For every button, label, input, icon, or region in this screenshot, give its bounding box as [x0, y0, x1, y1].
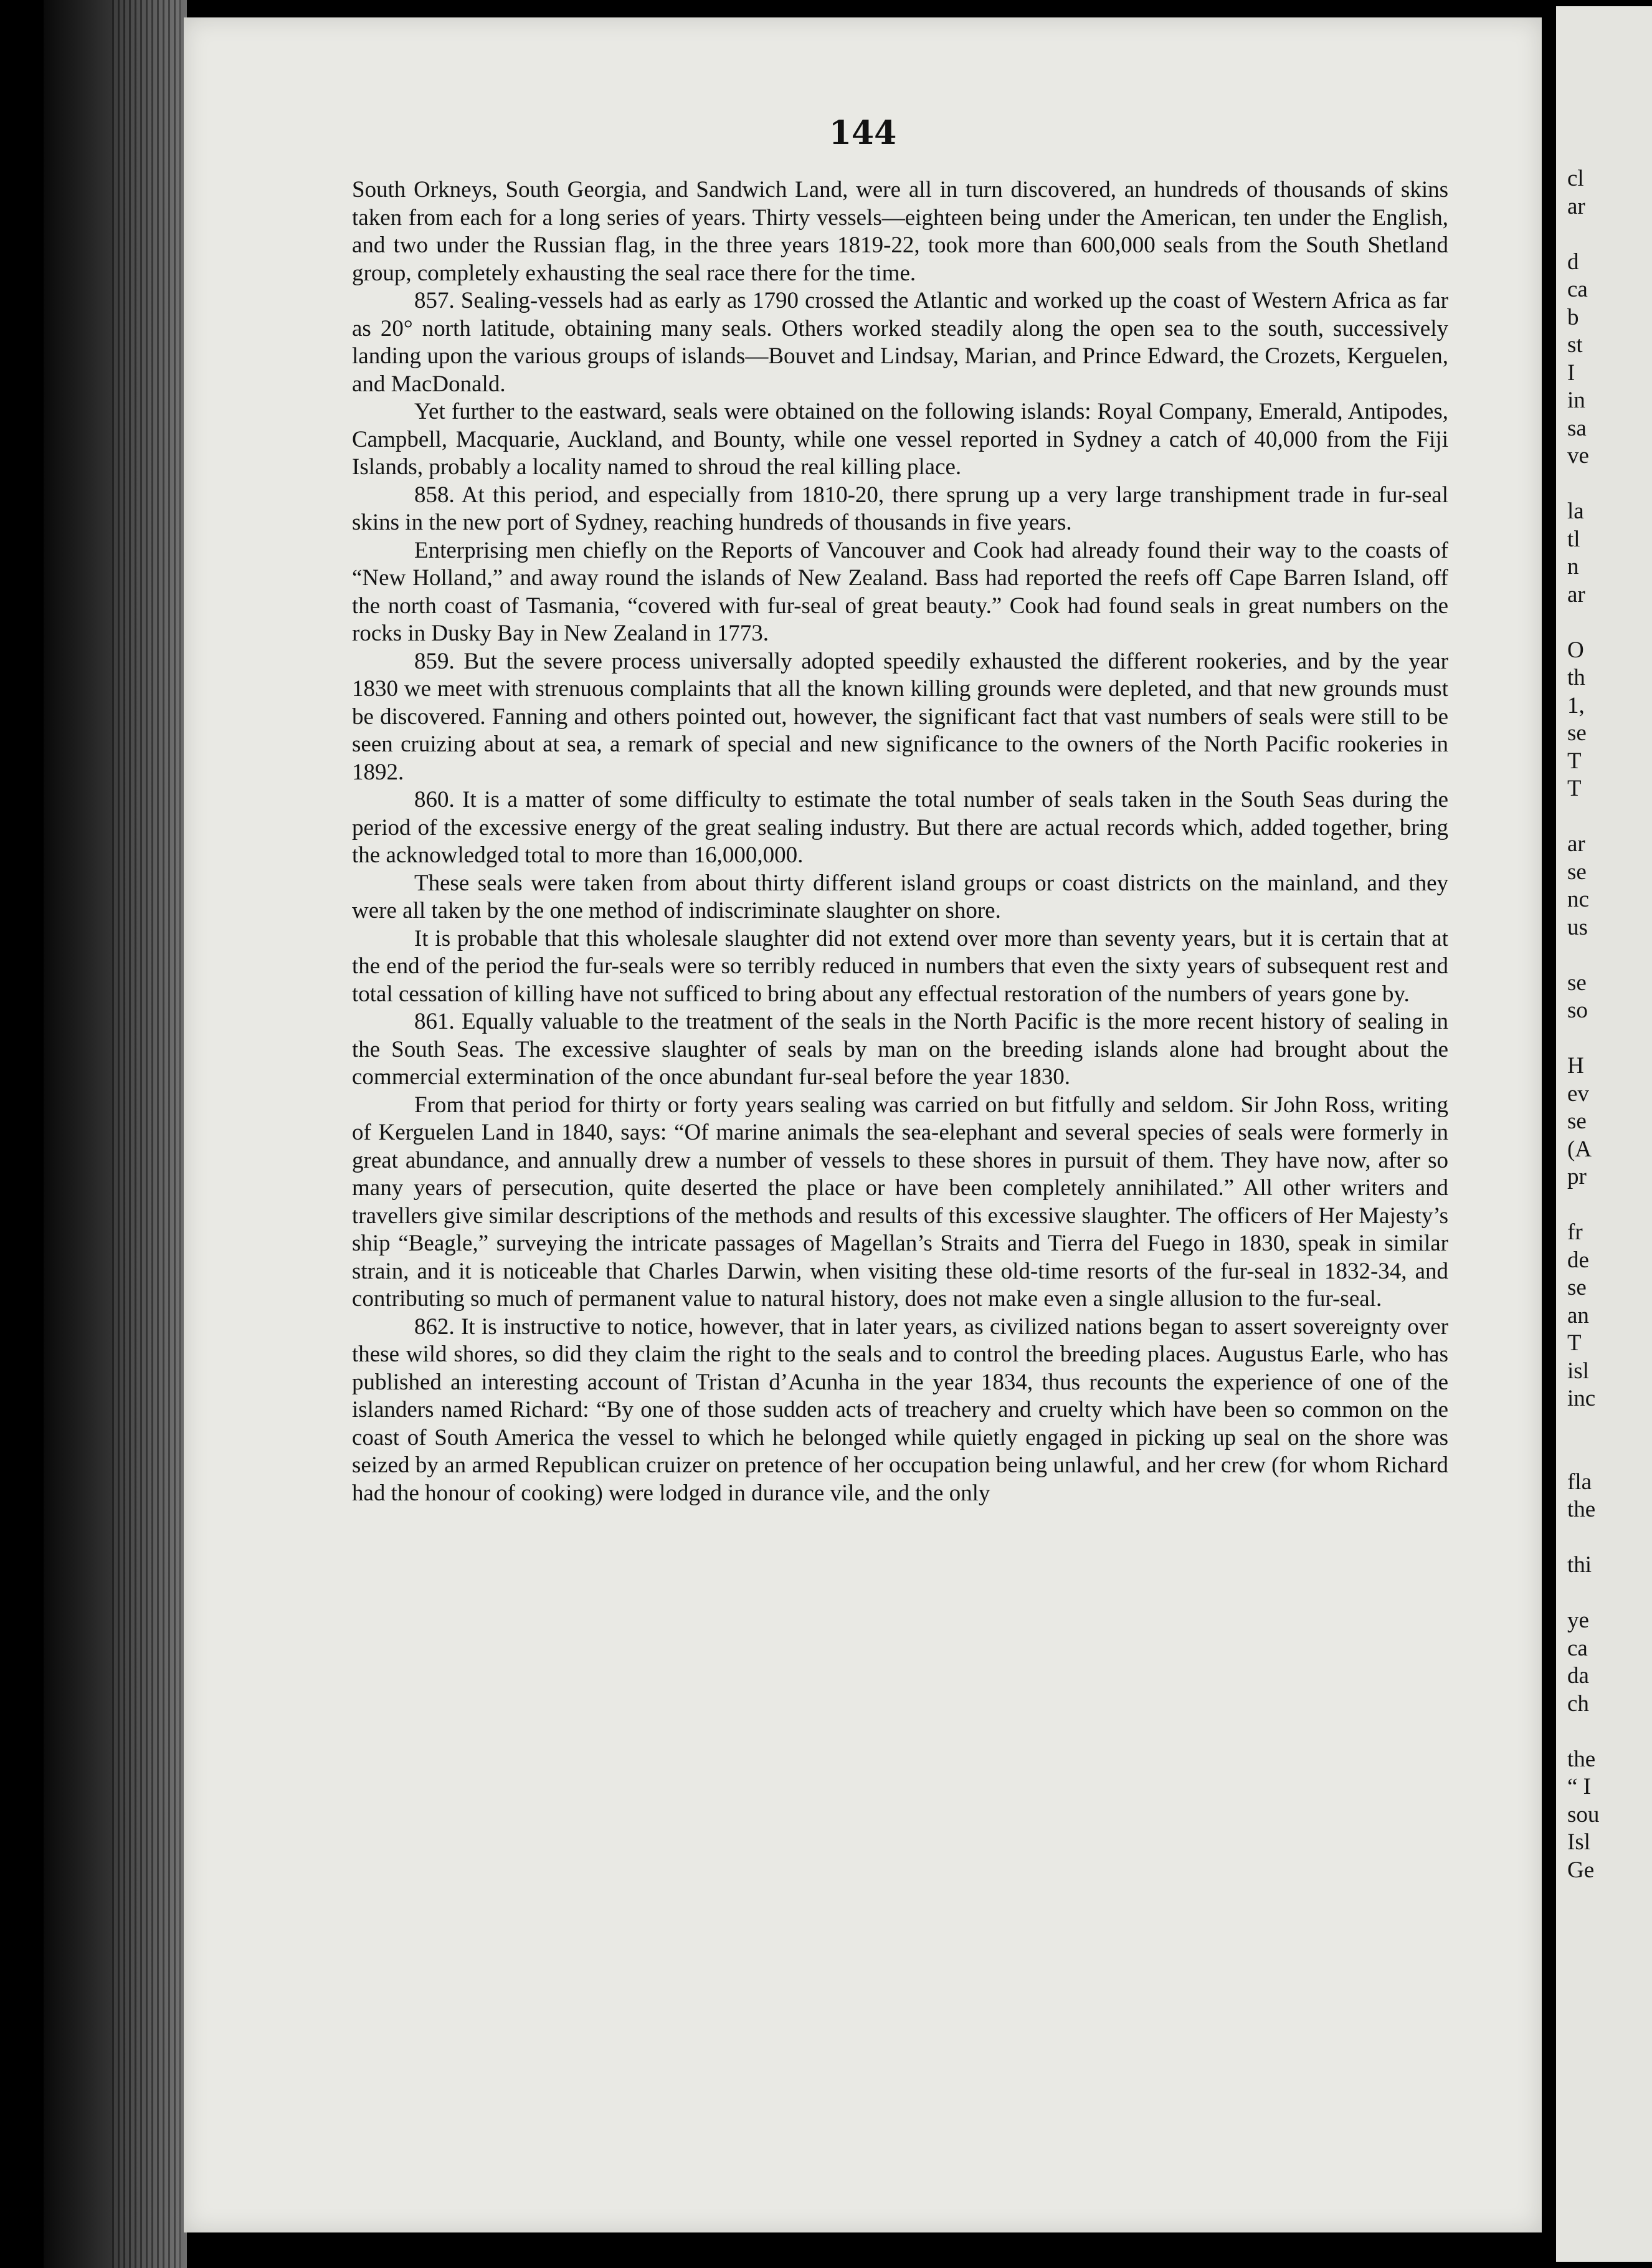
- paragraph: 862. It is instructive to notice, however, that in later years, as civilized nations began to assert sovereignty over these wild shores, so did they claim the right to the seals and to control the breeding places. Augustus Earle, who has published an interesting account of Tristan d’Acunha in the year 1834, thus recounts the experience of one of the islanders named Richard: “By one of those sudden acts of treachery and cruelty which have been so common on the coast of South America the vessel to which he belonged while quietly engaged in picking up seal on the shore was seized by an armed Republican cruizer on pretence of her occupation being unlawful, and her crew (for whom Richard had the honour of cooking) were lodged in durance vile, and the only: [352, 1313, 1448, 1506]
- facing-line-fragment: “ I: [1567, 1774, 1591, 1799]
- paragraph: From that period for thirty or forty years sealing was carried on but fitfully and seldom. Sir John Ross, writing of Kerguelen Land in 1840, says: “Of marine animals the sea-elephant and several species of seals were formerly in great abundance, and annually drew a number of vessels to these shores in pursuit of them. They have now, after so many years of persecution, quite deserted the place or have been completely annihilated.” All other writers and travellers give similar descriptions of the methods and results of this excessive slaughter. The officers of Her Majesty’s ship “Beagle,” surveying the intricate passages of Magellan’s Straits and Tierra del Fuego in 1830, speak in similar strain, and it is noticeable that Charles Darwin, when visiting these old-time resorts of the fur-seal in 1832-34, and contributing so much of permanent value to natural history, does not make even a single allusion to the fur-seal.: [352, 1092, 1448, 1312]
- paragraph: It is probable that this wholesale slaughter did not extend over more than seventy years, but it is certain that at the end of the period the fur-seals were so terribly reduced in numbers that even the sixty years of subsequent rest and total cessation of killing have not sufficed to bring about any effectual restoration of the numbers of years gone by.: [352, 925, 1448, 1007]
- page-body: [352, 176, 1448, 1507]
- facing-line-fragment: inc: [1567, 1386, 1596, 1411]
- facing-line-fragment: Ge: [1567, 1857, 1595, 1883]
- facing-line-fragment: sa: [1567, 415, 1587, 441]
- facing-line-fragment: isl: [1567, 1358, 1589, 1384]
- facing-line-fragment: [1556, 1025, 1652, 1053]
- facing-line-fragment: T: [1567, 748, 1582, 774]
- facing-line-fragment: [1556, 1580, 1652, 1608]
- paragraph: 858. At this period, and especially from 1810-20, there sprung up a very large transhipment trade in fur-seal skins in the new port of Sydney, reaching hundreds of thousands in five years.: [352, 482, 1448, 535]
- facing-line-fragment: T: [1567, 776, 1582, 801]
- facing-line-fragment: pr: [1567, 1164, 1587, 1189]
- facing-line-fragment: ev: [1567, 1080, 1589, 1107]
- facing-line-fragment: fr: [1567, 1219, 1583, 1245]
- paragraph: Yet further to the eastward, seals were obtained on the following islands: Royal Company, Emerald, Antipodes, Campbell, Macquarie, Auckland, and Bounty, while one vessel reported in Sydney a catch of 40,000 from the Fiji Islands, probably a locality named to shroud the real killing place.: [352, 399, 1448, 480]
- facing-line-fragment: us: [1567, 914, 1588, 940]
- facing-line-fragment: Isl: [1567, 1829, 1590, 1855]
- facing-line-fragment: [1556, 1191, 1652, 1219]
- facing-line-fragment: ca: [1567, 277, 1588, 302]
- facing-line-fragment: H: [1567, 1053, 1584, 1079]
- facing-line-fragment: T: [1567, 1330, 1582, 1356]
- paragraph: These seals were taken from about thirty different island groups or coast districts on the mainland, and they were all taken by the one method of indiscriminate slaughter on shore.: [352, 870, 1448, 923]
- paragraph: South Orkneys, South Georgia, and Sandwich Land, were all in turn discovered, an hundreds of thousands of skins taken from each for a long series of years. Thirty vessels—eighteen being under the American, ten under the English, and two under the Russian flag, in the three years 1819-22, took more than 600,000 seals from the South Shetland group, completely exhausting the seal race there for the time.: [352, 177, 1448, 286]
- paragraph: 861. Equally valuable to the treatment of the seals in the North Pacific is the more recent history of sealing in the South Seas. The excessive slaughter of seals by man on the breeding islands alone had brought about the commercial extermination of the once abundant fur-seal before the year 1830.: [352, 1009, 1448, 1090]
- paragraph: 860. It is a matter of some difficulty to estimate the total number of seals taken in the South Seas during the period of the excessive energy of the great sealing industry. But there are actual records which, added together, bring the acknowledged total to more than 16,000,000.: [352, 787, 1448, 868]
- facing-line-fragment: sou: [1567, 1801, 1600, 1827]
- paragraph: 857. Sealing-vessels had as early as 1790 crossed the Atlantic and worked up the coast of Western Africa as far as 20° north latitude, obtaining many seals. Others worked steadily along the open sea to the south, successively landing upon the various groups of islands—Bouvet and Lindsay, Marian, and Prince Edward, the Crozets, Kerguelen, and MacDonald.: [352, 288, 1448, 397]
- facing-line-fragment: b: [1567, 304, 1579, 330]
- facing-line-fragment: ar: [1567, 831, 1585, 857]
- facing-line-fragment: ca: [1567, 1635, 1588, 1661]
- facing-line-fragment: (A: [1567, 1136, 1592, 1162]
- facing-line-fragment: in: [1567, 388, 1585, 413]
- facing-line-fragment: la: [1567, 498, 1584, 524]
- facing-line-fragment: se: [1567, 1275, 1587, 1300]
- facing-line-fragment: da: [1567, 1663, 1589, 1689]
- facing-line-fragment: [1556, 941, 1652, 970]
- gutter-texture: [112, 0, 181, 2268]
- facing-line-fragment: se: [1567, 1108, 1587, 1134]
- facing-line-fragment: [1556, 221, 1652, 249]
- facing-page-edge: [1556, 6, 1652, 2262]
- facing-line-fragment: [1556, 1413, 1652, 1441]
- facing-line-fragment: 1,: [1567, 692, 1585, 718]
- facing-line-fragment: so: [1567, 998, 1588, 1023]
- facing-line-fragment: [1556, 1441, 1652, 1469]
- page-number: 144: [828, 114, 897, 152]
- facing-line-fragment: ve: [1567, 443, 1589, 469]
- facing-line-fragment: ar: [1567, 193, 1585, 219]
- facing-line-fragment: the: [1567, 1497, 1596, 1522]
- facing-line-fragment: O: [1567, 637, 1584, 663]
- facing-line-fragment: [1556, 803, 1652, 831]
- facing-line-fragment: se: [1567, 859, 1587, 885]
- facing-line-fragment: nc: [1567, 887, 1589, 912]
- facing-line-fragment: I: [1567, 360, 1575, 386]
- facing-line-fragment: ch: [1567, 1690, 1589, 1717]
- facing-line-fragment: thi: [1567, 1552, 1592, 1578]
- facing-line-fragment: tl: [1567, 526, 1580, 552]
- facing-line-fragment: [1556, 609, 1652, 637]
- facing-line-fragment: ar: [1567, 581, 1585, 608]
- facing-line-fragment: fla: [1567, 1469, 1592, 1495]
- facing-line-fragment: [1556, 1524, 1652, 1552]
- facing-line-fragment: th: [1567, 665, 1585, 690]
- scanned-page: [184, 17, 1542, 2232]
- paragraph: 859. But the severe process universally adopted speedily exhausted the different rookeries, and by the year 1830 we meet with strenuous complaints that all the known killing grounds were depleted, and that new grounds must be discovered. Fanning and others pointed out, however, the significant fact that vast numbers of seals were still to be seen cruizing about at sea, a remark of special and new significance to the owners of the North Pacific rookeries in 1892.: [352, 648, 1448, 785]
- facing-line-fragment: de: [1567, 1247, 1589, 1273]
- facing-line-fragment: an: [1567, 1302, 1589, 1328]
- facing-line-fragment: n: [1567, 554, 1579, 579]
- facing-page-text: [1556, 165, 1652, 1884]
- facing-line-fragment: se: [1567, 720, 1587, 746]
- facing-line-fragment: cl: [1567, 166, 1584, 191]
- facing-line-fragment: [1556, 470, 1652, 498]
- facing-line-fragment: d: [1567, 249, 1579, 275]
- facing-line-fragment: st: [1567, 332, 1583, 358]
- facing-line-fragment: [1556, 1718, 1652, 1746]
- facing-line-fragment: ye: [1567, 1608, 1589, 1633]
- facing-line-fragment: se: [1567, 970, 1587, 996]
- paragraph: Enterprising men chiefly on the Reports of Vancouver and Cook had already found their way to the coasts of “New Holland,” and away round the islands of New Zealand. Bass had reported the reefs off Cape Barren Island, off the north coast of Tasmania, “covered with fur-seal of great beauty.” Cook had found seals in great numbers on the rocks in Dusky Bay in New Zealand in 1773.: [352, 537, 1448, 646]
- facing-line-fragment: the: [1567, 1746, 1596, 1772]
